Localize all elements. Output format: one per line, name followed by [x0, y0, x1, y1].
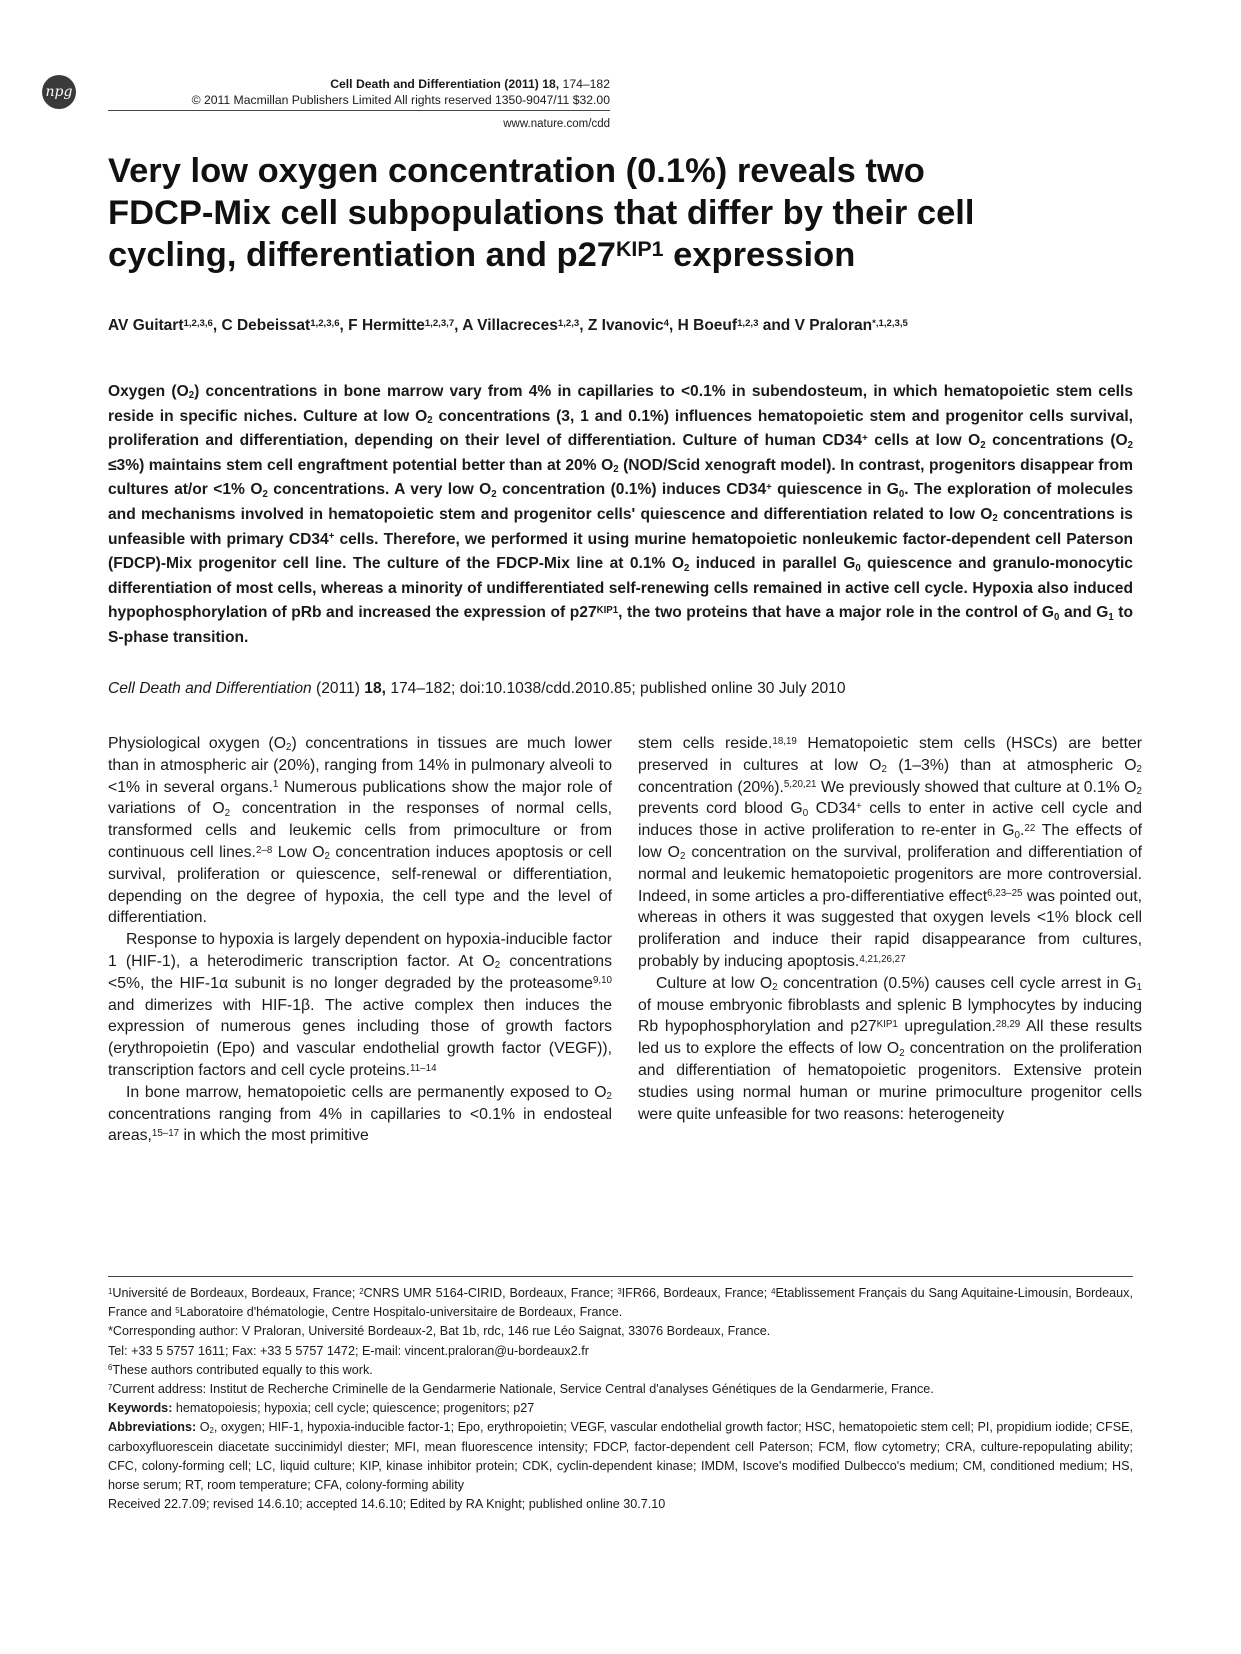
- author-name: V Praloran: [794, 317, 873, 334]
- author-affiliation-marker: 1,2,3,6: [310, 317, 340, 329]
- body-paragraph: Physiological oxygen $(O_2)$ concentrations in tissues are much lower than in atmospheric air (20%), ranging from 14% in pulmonary alveoli to <1% in several organs.$^1$ Numerous publications show the major role of variations of $O_2$ concentration in the responses of normal cells, transformed cells and leukemic cells from primoculture or from continuous cell lines.$^{2-8}$ Low $O_2$ concentration induces apoptosis or cell survival, proliferation or quiescence, self-renewal or differentiation, depending on the degree of hypoxia, the cell type and the level of differentiation.: [108, 735, 613, 927]
- author-name: AV Guitart: [108, 317, 184, 334]
- footnote-rule: [108, 1276, 1133, 1277]
- keywords: Keywords: hematopoiesis; hypoxia; cell cycle; quiescence; progenitors; p27: [108, 1401, 535, 1416]
- author-affiliation-marker: 1,2,3: [737, 317, 759, 329]
- header-rule: [108, 110, 610, 111]
- body-column-left: [108, 733, 612, 1147]
- author-affiliation-marker: 4: [663, 317, 670, 329]
- author-affiliation-marker: *,1,2,3,5: [872, 317, 908, 329]
- abstract: Oxygen $(O_2)$ concentrations in bone marrow vary from 4% in capillaries to <0.1% in subendosteum, in which hematopoietic stem cells reside in specific niches. Culture at low $O_2$ concentrations (3, 1 and 0.1%) influences hematopoietic stem and progenitor cells survival, proliferation and differentiation, depending on their level of differentiation. Culture of human CD34+ cells at low $O_2$ concentrations $(O_2 \le 3\%)$ maintains stem cell engraftment potential better than at 20% $O_2$ (NOD/Scid xenograft model). In contrast, progenitors disappear from cultures at/or <1% $O_2$ concentrations. A very low $O_2$ concentration (0.1%) induces CD34+ quiescence in $G_0$. The exploration of molecules and mechanisms involved in hematopoietic stem and progenitor cells' quiescence and differentiation related to low $O_2$ concentrations is unfeasible with primary CD34+ cells. Therefore, we performed it using murine hematopoietic nonleukemic factor-dependent cell Paterson (FDCP)-Mix progenitor cell line. The culture of the FDCP-Mix line at 0.1% $O_2$ induced in parallel $G_0$ quiescence and granulo-monocytic differentiation of most cells, whereas a minority of undifferentiated self-renewing cells remained in active cell cycle. Hypoxia also induced hypophosphorylation of pRb and increased the expression of $p27^{KIP1}$, the two proteins that have a major role in the control of $G_0$ and $G_1$ to S-phase transition.: [108, 383, 1134, 646]
- journal-url[interactable]: www.nature.com/cdd: [503, 118, 610, 130]
- author-name: A Villacreces: [462, 317, 558, 334]
- affiliations: $^1$Université de Bordeaux, Bordeaux, France; $^2$CNRS UMR 5164-CIRID, Bordeaux, France; $^3$IFR66, Bordeaux, France; $^4$Etablissement Français du Sang Aquitaine-Limousin, Bordeaux, France and $^5$Laboratoire d'hématologie, Centre Hospitalo-universitaire de Bordeaux, France.: [108, 1286, 1133, 1320]
- author-name: F Hermitte: [348, 317, 425, 334]
- author-name: H Boeuf: [677, 317, 738, 334]
- author-name: C Debeissat: [221, 317, 311, 334]
- journal-name: Cell Death and Differentiation (2011) 18,: [330, 77, 560, 91]
- journal-header: [330, 77, 610, 91]
- publisher-logo: npg: [42, 75, 76, 109]
- citation-line: Cell Death and Differentiation (2011) 18, 174–182; doi:10.1038/cdd.2010.85; published online 30 July 2010: [108, 680, 846, 697]
- article-title: Very low oxygen concentration (0.1%) reveals two FDCP-Mix cell subpopulations that differ by their cell cycling, differentiation and $p27^{KIP1}$ expression: [108, 152, 975, 274]
- abbreviations: Abbreviations: $O_2$, oxygen; HIF-1, hypoxia-inducible factor-1; Epo, erythropoietin; VEGF, vascular endothelial growth factor; HSC, hematopoietic stem cell; PI, propidium iodide; CFSE, carboxyfluorescein diacetate succinimidyl diester; MFI, mean fluorescence intensity; FDCP, factor-dependent cell Paterson; FCM, flow cytometry; CRA, culture-repopulating ability; CFC, colony-forming cell; LC, liquid culture; KIP, kinase inhibitor protein; CDK, cyclin-dependent kinase; IMDM, Iscove's modified Dulbecco's medium; CM, conditioned medium; HS, horse serum; RT, room temperature; CFA, colony-forming ability: [108, 1420, 1134, 1493]
- journal-pages: 174–182: [562, 77, 610, 91]
- body-column-right: [638, 733, 1142, 1125]
- author-affiliation-marker: 1,2,3,6: [183, 317, 213, 329]
- body-paragraph: Response to hypoxia is largely dependent on hypoxia-inducible factor 1 (HIF-1), a heterodimeric transcription factor. At $O_2$ concentrations <5%, the HIF-1α subunit is no longer degraded by the proteasome$^{9,10}$ and dimerizes with HIF-1β. The active complex then induces the expression of numerous genes including those of growth factors (erythropoietin (Epo) and vascular endothelial growth factor (VEGF)), transcription factors and cell cycle proteins.$^{11-14}$: [108, 931, 612, 1079]
- body-paragraph: In bone marrow, hematopoietic cells are permanently exposed to $O_2$ concentrations ranging from 4% in capillaries to <0.1% in endosteal areas,$^{15-17}$ in which the most primitive: [108, 1083, 612, 1145]
- author-name: Z Ivanovic: [587, 317, 664, 334]
- body-paragraph: stem cells reside.$^{18,19}$ Hematopoietic stem cells (HSCs) are better preserved in cultures at low $O_2$ (1–3%) than at atmospheric $O_2$ concentration (20%).$^{5,20,21}$ We previously showed that culture at 0.1% $O_2$ prevents cord blood $G_0$ CD34+ cells to enter in active cell cycle and induces those in active proliferation to re-enter in $G_0.^{22}$ The effects of low $O_2$ concentration on the survival, proliferation and differentiation of normal and leukemic hematopoietic progenitors are more controversial. Indeed, in some articles a pro-differentiative effect$^{6,23-25}$ was pointed out, whereas in others it was suggested that oxygen levels <1% block cell proliferation and induce their rapid disappearance from cultures, probably by inducing apoptosis.$^{4,21,26,27}$: [638, 735, 1143, 970]
- body-paragraph: Culture at low $O_2$ concentration (0.5%) causes cell cycle arrest in $G_1$ of mouse embryonic fibroblasts and splenic B lymphocytes by inducing Rb hypophosphorylation and $p27^{KIP1}$ upregulation.$^{28,29}$ All these results led us to explore the effects of low $O_2$ concentration on the proliferation and differentiation of hematopoietic progenitors. Extensive protein studies using normal human or murine primoculture progenitor cells were quite unfeasible for two reasons: heterogeneity: [638, 974, 1142, 1123]
- current-address-note: $^7$Current address: Institut de Recherche Criminelle de la Gendarmerie Nationale, Service Central d'analyses Génétiques de la Gendarmerie, France.: [108, 1382, 934, 1397]
- corresponding-author: *Corresponding author: V Praloran, Université Bordeaux-2, Bat 1b, rdc, 146 rue Léo Saignat, 33076 Bordeaux, France.: [108, 1324, 771, 1339]
- author-affiliation-marker: 1,2,3: [557, 317, 580, 329]
- footnotes: [108, 1284, 1133, 1514]
- contact-line: Tel: +33 5 5757 1611; Fax: +33 5 5757 1472; E-mail: vincent.praloran@u-bordeaux2.fr: [108, 1343, 589, 1358]
- author-list: AV Guitart$^{1,2,3,6}$, C Debeissat$^{1,2,3,6}$, F Hermitte$^{1,2,3,7}$, A Villacreces$^{1,2,3}$, Z Ivanovic$^4$, H Boeuf$^{1,2,3}$ and V Praloran$^{*,1,2,3,5}$: [108, 317, 908, 334]
- received-line: Received 22.7.09; revised 14.6.10; accepted 14.6.10; Edited by RA Knight; published online 30.7.10: [108, 1497, 666, 1512]
- equal-contribution-note: $^6$These authors contributed equally to this work.: [108, 1362, 373, 1377]
- author-affiliation-marker: 1,2,3,7: [424, 317, 455, 329]
- copyright-line: © 2011 Macmillan Publishers Limited All rights reserved 1350-9047/11 $32.00: [191, 93, 610, 107]
